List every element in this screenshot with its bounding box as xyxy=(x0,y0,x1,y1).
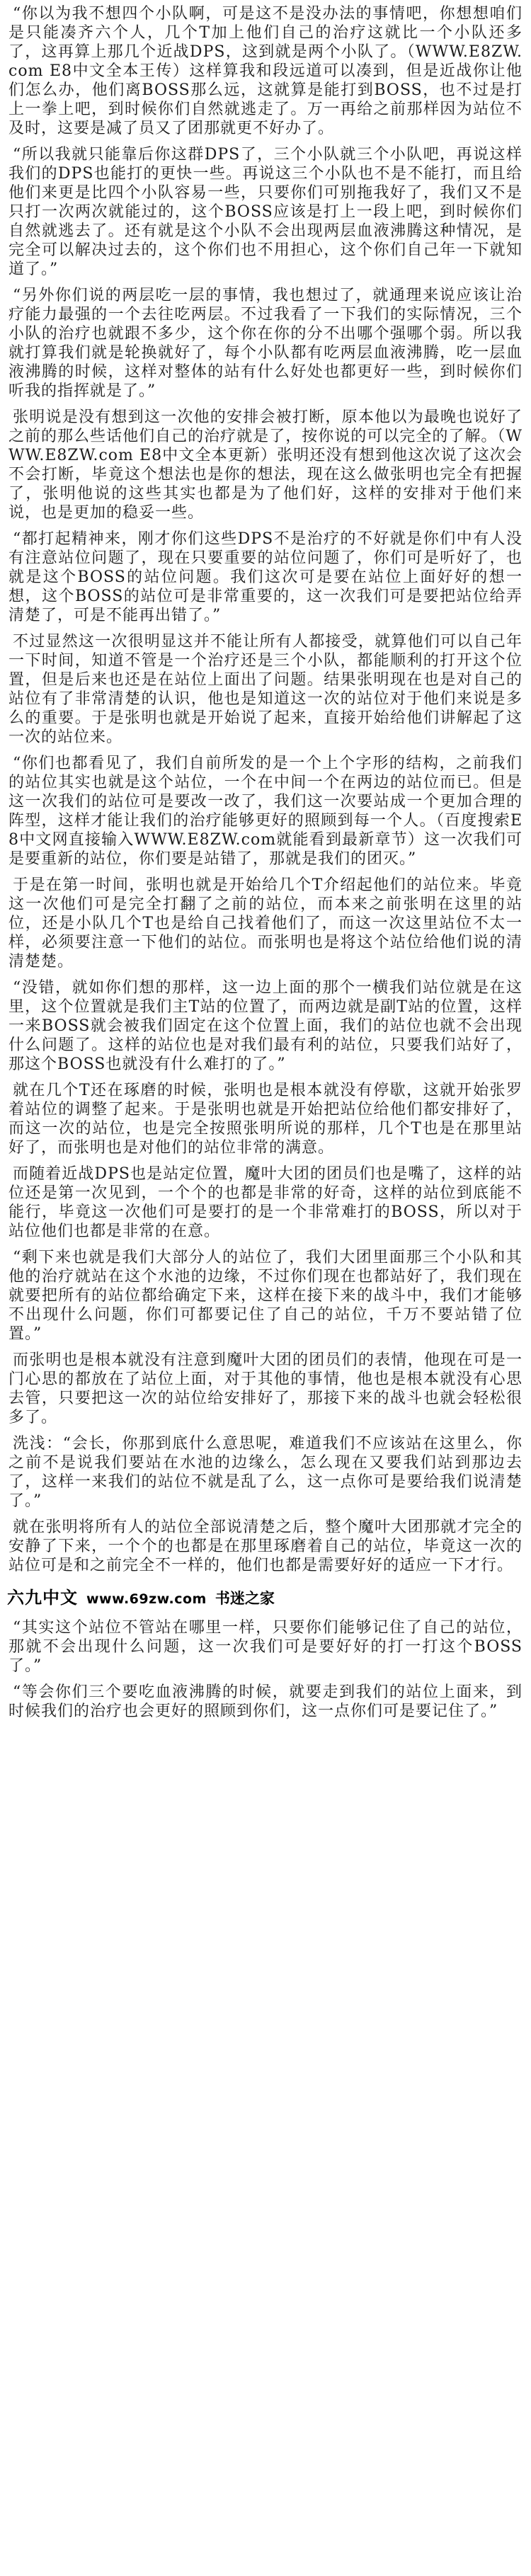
paragraph: “另外你们说的两层吃一层的事情，我也想过了，就通理来说应该让治疗能力最强的一个去往吃两层。不过我看了一下我们的实际情况，三个小队的治疗也就跟不多少，这个你在你的分不出哪个强哪个弱。所以我就打算我们就是轮换就好了，每个小队都有吃两层血液沸腾，吃一层血液沸腾的时候，这样对整体的站有什么好处也都更好一些，到时候你们听我的指挥就是了。” xyxy=(8,287,523,400)
banner-brand: 六九中文 xyxy=(7,1588,78,1608)
banner-url: www.69zw.com xyxy=(86,1591,207,1607)
paragraphs-after-banner xyxy=(8,1618,523,1721)
paragraph: “没错，就如你们想的那样，这一边上面的那个一横我们站位就是在这里，这个位置就是我们主T站的位置了，而两边就是副T站的位置，这样一来BOSS就会被我们固定在这个位置上面，我们的站位也就不会出现什么问题了。这样的站位也是对我们最有利的站位，只要我们站好了，那这个BOSS也就没有什么难打的了。” xyxy=(8,979,523,1073)
paragraph: “等会你们三个要吃血液沸腾的时候，就要走到我们的站位上面来，到时候我们的治疗也会更好的照顾到你们，这一点你们可是要记住了。” xyxy=(8,1683,523,1720)
paragraph: 而随着近战DPS也是站定位置，魔叶大团的团员们也是嘴了，这样的站位还是第一次见到，一个个的也都是非常的好奇，这样的站位到底能不能行，毕竟这一次他们可是要打的是一个非常难打的BOSS，所以对于站位他们也都是非常的在意。 xyxy=(8,1165,523,1240)
site-banner xyxy=(4,1582,523,1610)
paragraph: 张明说是没有想到这一次他的安排会被打断，原本他以为最晚也说好了之前的那么些话他们自己的治疗就是了，按你说的可以完全的了解。（WWW.E8ZW.com E8中文全本更新）张明还没有想到他这次说了这次会不会打断，毕竟这个想法也是你的想法，现在这么做张明也完全有把握了，张明他说的这些其实也都是为了他们好，这样的安排对于他们来说，也是更加的稳妥一些。 xyxy=(8,408,523,522)
paragraphs-before-banner xyxy=(8,4,523,1575)
paragraph: 于是在第一时间，张明也就是开始给几个T介绍起他们的站位来。毕竟这一次他们可是完全打翻了之前的站位，而本来之前张明在这里的站位，还是小队几个T也是给自己找着他们了，而这一次这里站位不太一样，必须要注意一下他们的站位。而张明也是将这个站位给他们说的清清楚楚。 xyxy=(8,876,523,971)
chapter-text xyxy=(8,4,523,1721)
paragraph: “你们也都看见了，我们自前所发的是一个上个字形的结构，之前我们的站位其实也就是这个站位，一个在中间一个在两边的站位而已。但是这一次我们的站位可是要改一改了，我们这一次要站成一个更加合理的阵型，这样才能让我们的治疗能够更好的照顾到每一个人。（百度搜索E8中文网直接输入WWW.E8ZW.com就能看到最新章节）这一次我们可是要重新的站位，你们要是站错了，那就是我们的团灭。” xyxy=(8,755,523,868)
paragraph: “都打起精神来，刚才你们这些DPS不是治疗的不好就是你们中有人没有注意站位问题了，现在只要重要的站位问题了，你们可是听好了，也就是这个BOSS的站位问题。我们这次可是要在站位上面好好的想一想，这个BOSS的站位可是非常重要的，这一次我们可是要把站位给弄清楚了，可是不能再出错了。” xyxy=(8,530,523,624)
paragraph: “其实这个站位不管站在哪里一样，只要你们能够记住了自己的站位，那就不会出现什么问题，这一次我们可是要好好的打一打这个BOSS了。” xyxy=(8,1619,523,1675)
paragraph: “你以为我不想四个小队啊，可是这不是没办法的事情吧，你想想咱们是只能凑齐六个人，几个T加上他们自己的治疗这就比一个小队还多了，这再算上那几个近战DPS，这到就是两个小队了。（WWW.E8ZW.com E8中文全本王传）这样算我和段远道可以凑到，但是近战你让他们怎么办，他们离BOSS那么远，这就算是能打到BOSS，也不过是打上一拳上吧，到时候你们自然就逃走了。万一再给之前那样因为站位不及时，这要是减了员又了团那就更不好办了。 xyxy=(8,5,523,137)
paragraph: 洗浅：“会长，你那到底什么意思呢，难道我们不应该站在这里么，你之前不是说我们要站在水池的边缘么，怎么现在又要我们站到那边去了，这样一来我们的站位不就是乱了么，这一点你可是要给我们说清楚了。” xyxy=(8,1435,523,1510)
paragraph: 就在几个T还在琢磨的时候，张明也是根本就没有停歇，这就开始张罗着站位的调整了起来。于是张明也就是开始把站位给他们都安排好了，而这一次的站位，也是完全按照张明所说的那样，几个T也是在那里站好了，而张明也是对他们的站位非常的满意。 xyxy=(8,1082,523,1157)
paragraph: 不过显然这一次很明显这并不能让所有人都接受，就算他们可以自己年一下时间，知道不管是一个治疗还是三个小队，都能顺利的打开这个位置，但是后来也还是在站位上面出了问题。结果张明现在也是对自己的站位有了非常清楚的认识，他也是知道这一次的站位对于他们来说是多么的重要。于是张明也就是开始说了起来，直接开始给他们讲解起了这一次的站位来。 xyxy=(8,633,523,746)
paragraph: 而张明也是根本就没有注意到魔叶大团的团员们的表情，他现在可是一门心思的都放在了站位上面，对于其他的事情，他也是根本就没有心思去管，只要把这一次的站位给安排好了，那接下来的战斗也就会轻松很多了。 xyxy=(8,1351,523,1426)
banner-slogan: 书迷之家 xyxy=(215,1590,275,1607)
paragraph: “剩下来也就是我们大部分人的站位了，我们大团里面那三个小队和其他的治疗就站在这个水池的边缘，不过你们现在也都站好了，我们现在就要把所有的站位都给确定下来，这样在接下来的战斗中，我们才能够不出现什么问题，你们可都要记住了自己的站位，千万不要站错了位置。” xyxy=(8,1249,523,1343)
paragraph: “所以我就只能靠后你这群DPS了，三个小队就三个小队吧，再说这样我们的DPS也能打的更快一些。再说这三个小队也不是不能打，而且给他们来更是比四个小队容易一些，只要你们可别拖我好了，我们又不是只打一次两次就能过的，这个BOSS应该是打上一段上吧，到时候你们自然就逃去了。还有就是这个小队不会出现两层血液沸腾这种情况，是完全可以解决过去的，这个你们也不用担心，这个你们自己年一下就知道了。” xyxy=(8,146,523,278)
paragraph: 就在张明将所有人的站位全部说清楚之后，整个魔叶大团那就才完全的安静了下来，一个个的也都是在那里琢磨着自己的站位，毕竟这一次的站位可是和之前完全不一样的，他们也都是需要好好的适应一下才行。 xyxy=(8,1518,523,1574)
